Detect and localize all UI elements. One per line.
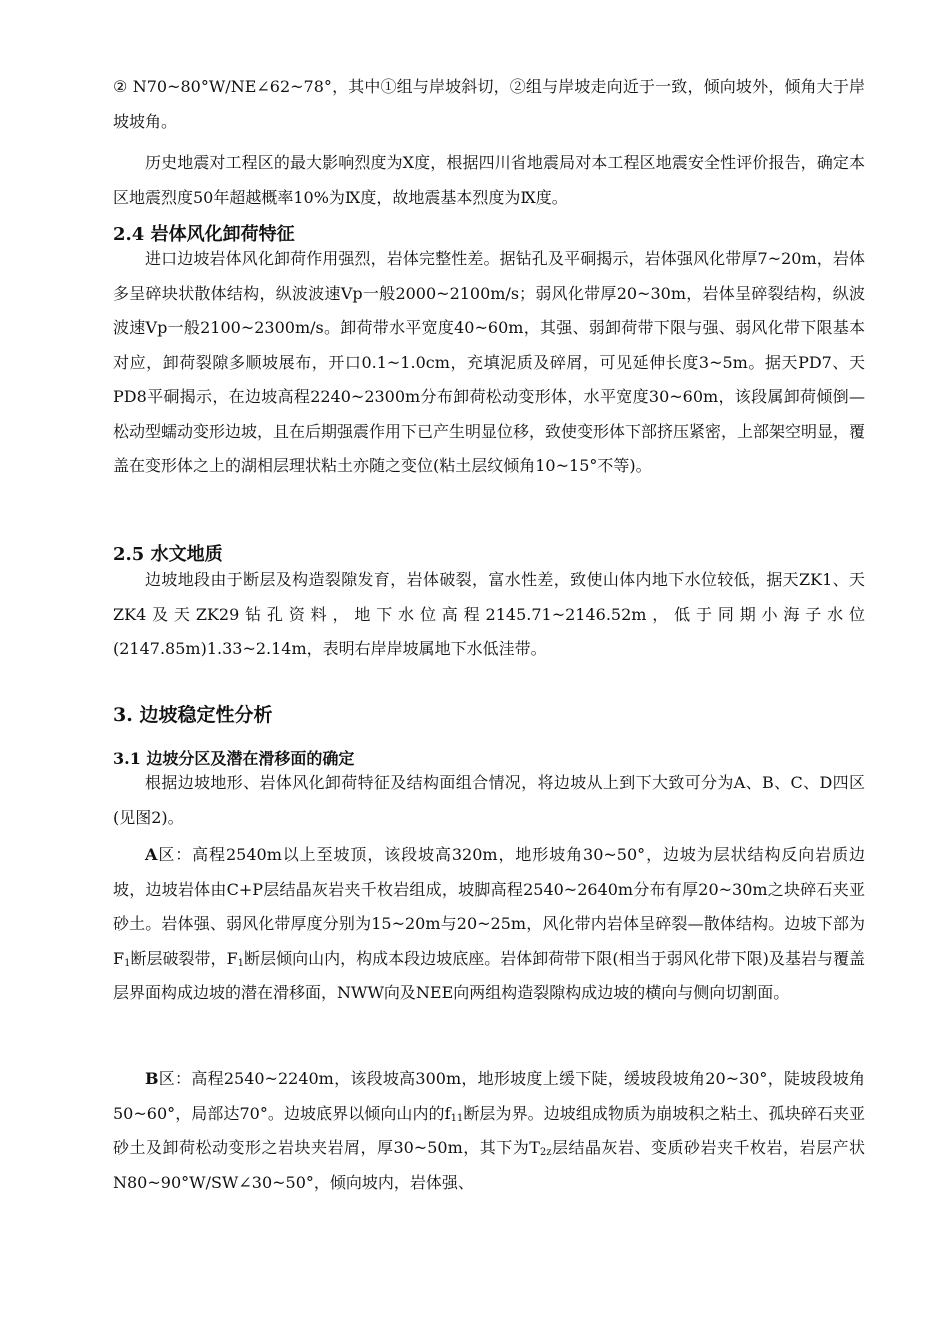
zone-a-sub-1: 1 [124, 957, 131, 969]
zone-a-text-2: 断层破裂带，F [130, 948, 238, 968]
heading-2-5: 2.5 水文地质 [113, 544, 223, 565]
paragraph-slope-zoning: 根据边坡地形、岩体风化卸荷特征及结构面组合情况，将边坡从上到下大致可分为A、B、C、D四区(见图2)。 [113, 773, 865, 827]
zone-b-label: B [145, 1069, 159, 1088]
heading-3-1: 3.1 边坡分区及潜在滑移面的确定 [113, 749, 355, 768]
zone-a-text-1: 区：高程2540m以上至坡顶，该段坡高320m，地形坡角30~50°，边坡为层状结构反向岩质边坡，边坡岩体由C+P层结晶灰岩夹千枚岩组成，坡脚高程2540~2640m分布有厚20~30m之块碎石夹亚砂土。岩体强、弱风化带厚度分别为15~20m与20~25m，风化带内岩体呈碎裂—散体结构。边坡下部为F [113, 845, 865, 968]
heading-2-4: 2.4 岩体风化卸荷特征 [113, 224, 295, 245]
paragraph-weathering-unloading: 进口边坡岩体风化卸荷作用强烈，岩体完整性差。据钻孔及平硐揭示，岩体强风化带厚7~20m，岩体多呈碎块状散体结构，纵波波速Vp一般2000~2100m/s；弱风化带厚20~30m，岩体呈碎裂结构，纵波波速Vp一般2100~2300m/s。卸荷带水平宽度40~60m，其强、弱卸荷带下限与强、弱风化带下限基本对应，卸荷裂隙多顺坡展布，开口0.1~1.0cm，充填泥质及碎屑，可见延伸长度3~5m。据天PD7、天PD8平硐揭示，在边坡高程2240~2300m分布卸荷松动变形体，水平宽度30~60m，该段属卸荷倾倒—松动型蠕动变形边坡，且在后期强震作用下已产生明显位移，致使变形体下部挤压紧密，上部架空明显，覆盖在变形体之上的湖相层理状粘土亦随之变位(粘土层纹倾角10~15°不等)。 [113, 249, 866, 475]
paragraph-zone-b [113, 1062, 865, 1200]
paragraph-joint-orientation: ② N70~80°W/NE∠62~78°，其中①组与岸坡斜切，②组与岸坡走向近于一致，倾向坡外，倾角大于岸坡坡角。 [113, 77, 865, 131]
zone-b-text-1: 区：高程2540~2240m，该段坡高300m，地形坡度上缓下陡，缓坡段坡角20~30°，陡坡段坡角50~60°，局部达70°。边坡底界以倾向山内的f [113, 1069, 865, 1123]
paragraph-seismic-intensity: 历史地震对工程区的最大影响烈度为Ⅹ度，根据四川省地震局对本工程区地震安全性评价报告，确定本区地震烈度50年超越概率10%为Ⅸ度，故地震基本烈度为Ⅸ度。 [113, 153, 865, 207]
paragraph-hydrogeology: 边坡地段由于断层及构造裂隙发育，岩体破裂，富水性差，致使山体内地下水位较低，据天ZK1、天ZK4及天ZK29钻孔资料，地下水位高程2145.71~2146.52m，低于同期小海子水位(2147.85m)1.33~2.14m，表明右岸岸坡属地下水低洼带。 [113, 570, 865, 658]
zone-b-sub-2: 2z [539, 1147, 552, 1158]
zone-b-text-3: 层结晶灰岩、变质砂岩夹千枚岩，岩层产状N80~90°W/SW∠30~50°，倾向坡内，岩体强、 [113, 1138, 865, 1192]
zone-b-text-2: 断层为界。边坡组成物质为崩坡积之粘土、孤块碎石夹亚砂土及卸荷松动变形之岩块夹岩屑，厚30~50m，其下为T [113, 1103, 865, 1157]
zone-a-sub-2: 1 [237, 957, 245, 969]
zone-a-label: A [145, 845, 158, 864]
heading-3: 3. 边坡稳定性分析 [113, 704, 273, 726]
zone-b-sub-1: 11 [450, 1112, 464, 1124]
paragraph-zone-a [113, 838, 865, 1011]
zone-a-text-3: 断层倾向山内，构成本段边坡底座。岩体卸荷带下限(相当于弱风化带下限)及基岩与覆盖层界面构成边坡的潜在滑移面，NWW向及NEE向两组构造裂隙构成边坡的横向与侧向切割面。 [113, 948, 865, 1002]
